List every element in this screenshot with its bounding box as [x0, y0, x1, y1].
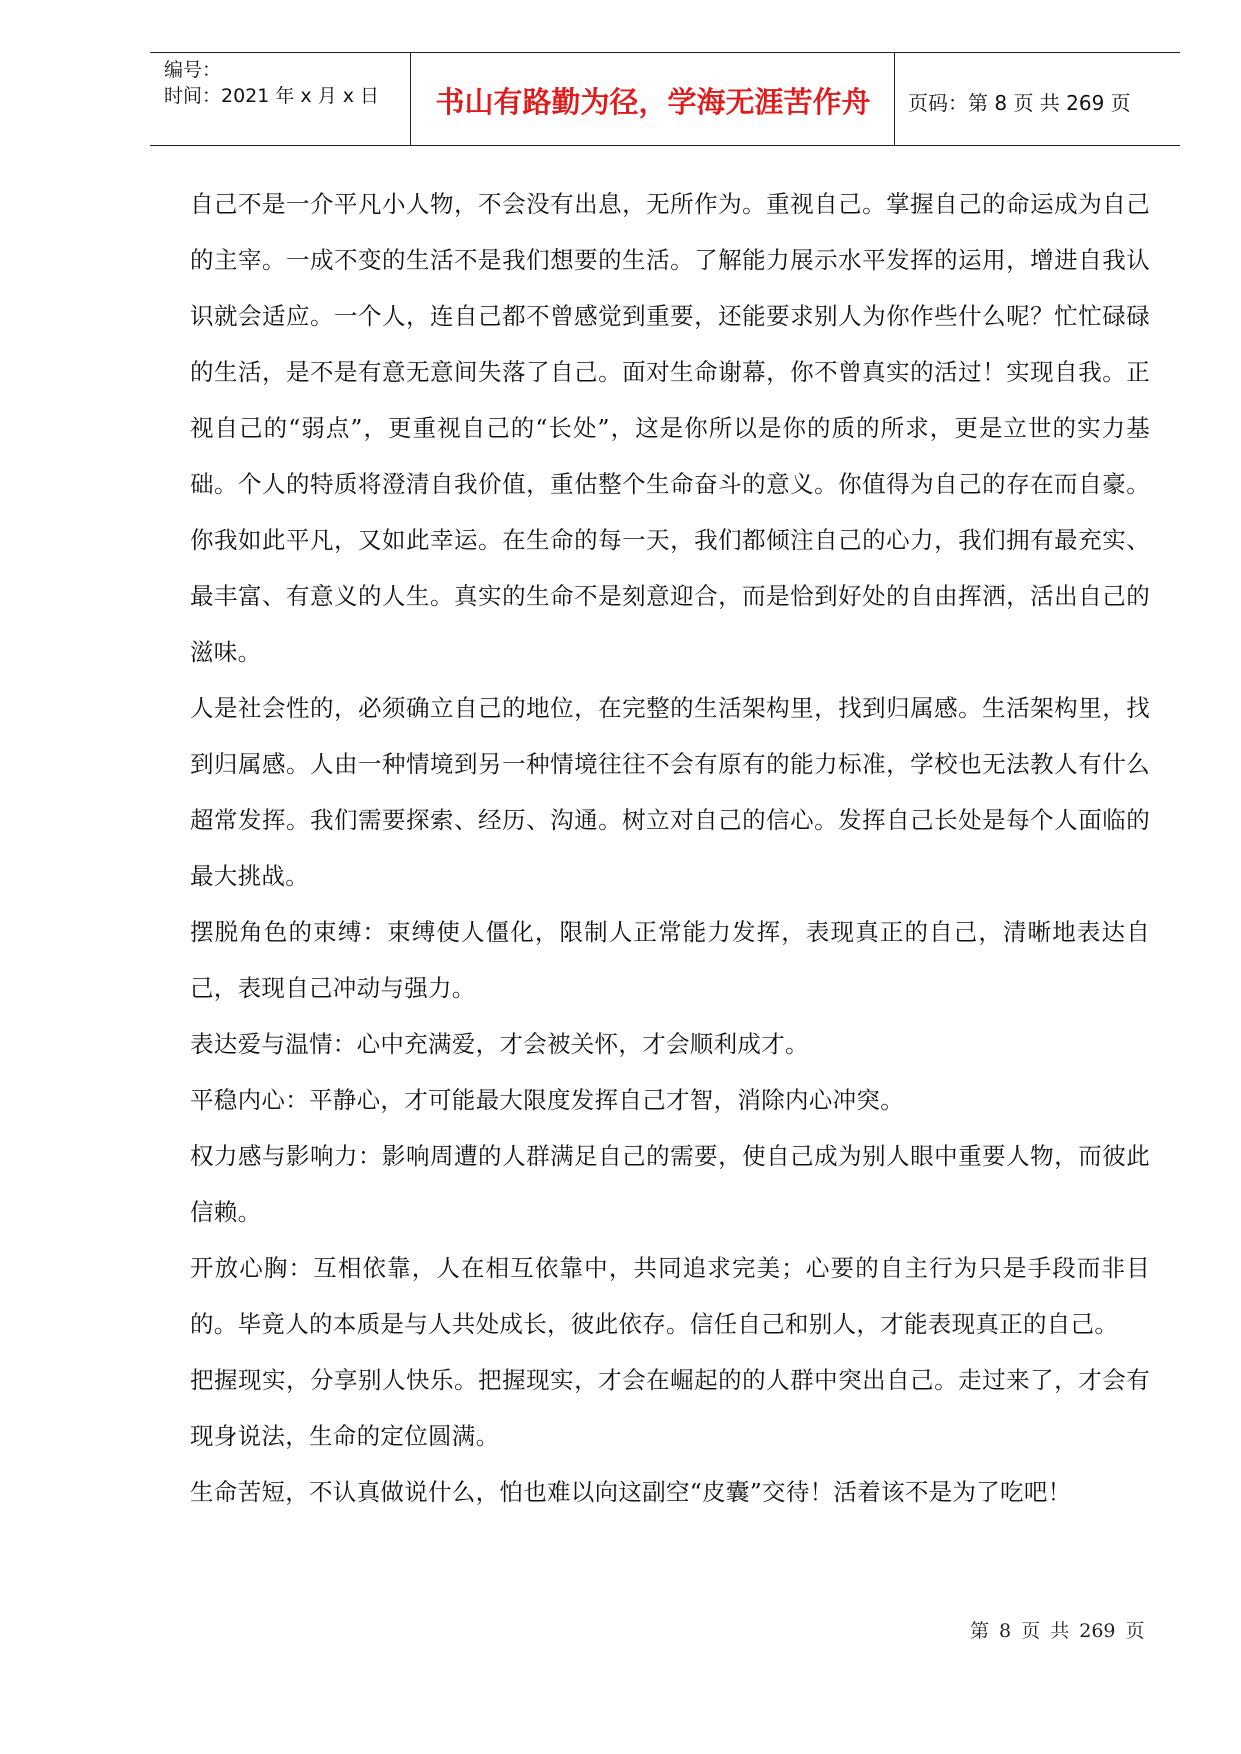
page-header — [150, 52, 1180, 146]
body-paragraph: 生命苦短，不认真做说什么，怕也难以向这副空“皮囊”交待！活着该不是为了吃吧！ — [190, 1478, 1072, 1506]
header-motto: 书山有路勤为径，学海无涯苦作舟 — [435, 85, 871, 119]
body-paragraph: 表达爱与温情：心中充满爱，才会被关怀，才会顺利成才。 — [190, 1030, 809, 1058]
body-paragraph: 把握现实，分享别人快乐。把握现实，才会在崛起的的人群中突出自己。走过来了，才会有现身说法，生命的定位圆满。 — [190, 1366, 1150, 1450]
body-paragraph: 摆脱角色的束缚：束缚使人僵化，限制人正常能力发挥，表现真正的自己，清晰地表达自己，表现自己冲动与强力。 — [190, 918, 1150, 1002]
body-paragraph: 平稳内心：平静心，才可能最大限度发挥自己才智，消除内心冲突。 — [190, 1086, 904, 1114]
document-body — [190, 176, 1150, 1520]
header-divider — [410, 53, 411, 145]
header-divider — [894, 53, 895, 145]
body-paragraph: 权力感与影响力：影响周遭的人群满足自己的需要，使自己成为别人眼中重要人物，而彼此信赖。 — [190, 1142, 1150, 1226]
document-date-label: 时间：2021 年 x 月 x 日 — [164, 85, 380, 107]
body-paragraph: 人是社会性的，必须确立自己的地位，在完整的生活架构里，找到归属感。生活架构里，找到归属感。人由一种情境到另一种情境往往不会有原有的能力标准，学校也无法教人有什么超常发挥。我们需要探索、经历、沟通。树立对自己的信心。发挥自己长处是每个人面临的最大挑战。 — [190, 694, 1150, 890]
header-meta — [164, 57, 409, 109]
body-paragraph: 开放心胸：互相依靠，人在相互依靠中，共同追求完美；心要的自主行为只是手段而非目的。毕竟人的本质是与人共处成长，彼此依存。信任自己和别人，才能表现真正的自己。 — [190, 1254, 1150, 1338]
body-paragraph: 自己不是一介平凡小人物，不会没有出息，无所作为。重视自己。掌握自己的命运成为自己的主宰。一成不变的生活不是我们想要的生活。了解能力展示水平发挥的运用，增进自我认识就会适应。一个人，连自己都不曾感觉到重要，还能要求别人为你作些什么呢？忙忙碌碌的生活，是不是有意无意间失落了自己。面对生命谢幕，你不曾真实的活过！实现自我。正视自己的“弱点”，更重视自己的“长处”，这是你所以是你的质的所求，更是立世的实力基础。个人的特质将澄清自我价值，重估整个生命奋斗的意义。你值得为自己的存在而自豪。你我如此平凡，又如此幸运。在生命的每一天，我们都倾注自己的心力，我们拥有最充实、最丰富、有意义的人生。真实的生命不是刻意迎合，而是恰到好处的自由挥洒，活出自己的滋味。 — [190, 190, 1150, 666]
page-footer: 第 8 页 共 269 页 — [970, 1620, 1145, 1642]
document-number-label: 编号： — [164, 59, 222, 81]
header-page-code: 页码：第 8 页 共 269 页 — [908, 91, 1131, 115]
